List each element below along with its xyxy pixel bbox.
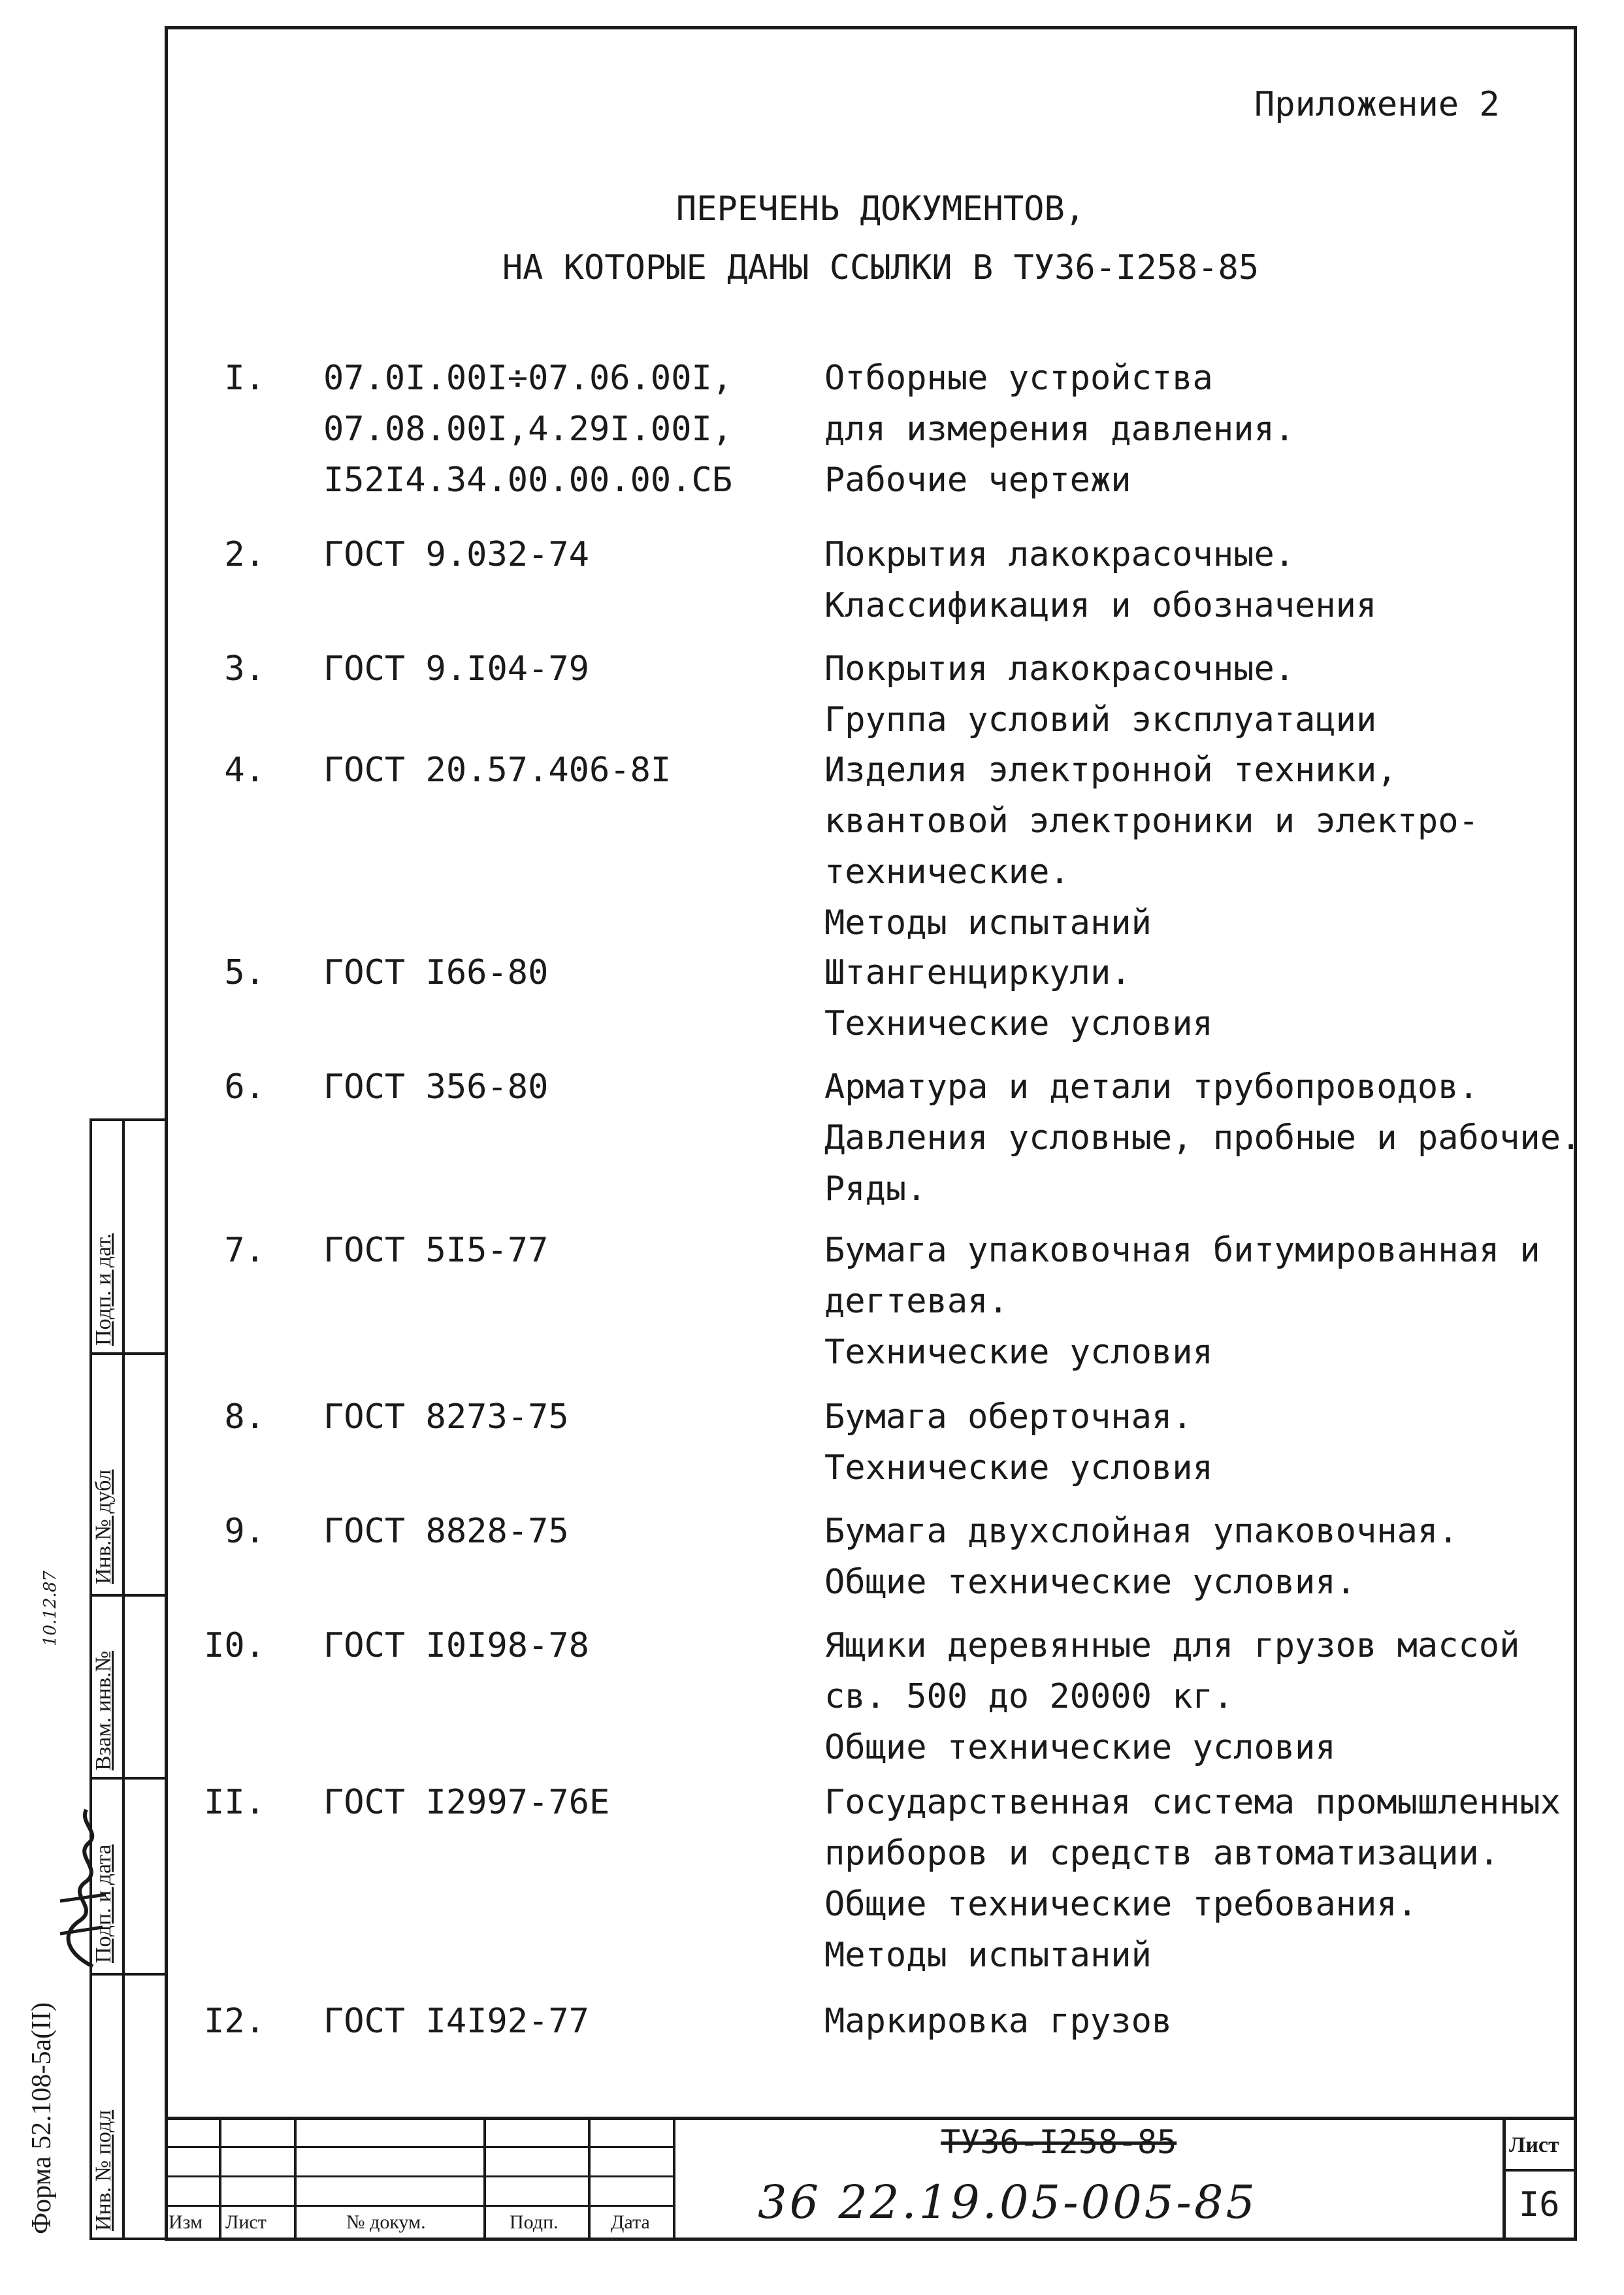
description-line: Группа условий эксплуатации: [824, 700, 1377, 740]
description-line: Технические условия: [824, 1333, 1213, 1372]
document-designation: ТУ36-I258-85: [941, 2123, 1177, 2161]
item-document: [323, 1392, 781, 1442]
sheet-number: I6: [1519, 2185, 1560, 2224]
title-block-line: [483, 2117, 486, 2241]
item-description: [824, 1620, 1576, 1773]
item-number: 5.: [224, 953, 265, 992]
title-block-row: [165, 2146, 674, 2148]
description-line: Бумага оберточная.: [824, 1397, 1193, 1437]
sheet-label: Лист: [1509, 2133, 1559, 2157]
tb-label-data: Дата: [611, 2211, 650, 2233]
description-line: Арматура и детали трубопроводов.: [824, 1067, 1479, 1107]
item-number: I.: [224, 359, 265, 398]
title-block-row: [165, 2205, 674, 2207]
form-number: Форма 52.108-5а(II): [27, 2002, 57, 2234]
item-description: [824, 1996, 1576, 2047]
document-code-line: ГОСТ 9.032-74: [323, 535, 589, 574]
document-code-line: ГОСТ I4I92-77: [323, 2002, 589, 2041]
description-line: Штангенциркули.: [824, 953, 1131, 992]
handwritten-signature: [41, 1803, 119, 1973]
document-code-line: ГОСТ I66-80: [323, 953, 549, 992]
description-line: Государственная система промышленных: [824, 1783, 1561, 1822]
item-description: [824, 643, 1576, 745]
item-document: [323, 1996, 781, 2047]
description-line: дегтевая.: [824, 1282, 1009, 1321]
description-line: Рабочие чертежи: [824, 461, 1131, 500]
description-line: св. 500 до 20000 кг.: [824, 1677, 1234, 1716]
side-label-podp-data-top: Подп. и дат.: [91, 1233, 116, 1346]
description-line: Общие технические условия: [824, 1728, 1336, 1767]
description-line: технические.: [824, 853, 1070, 892]
description-line: Давления условные, пробные и рабочие.: [824, 1118, 1582, 1158]
description-line: Методы испытаний: [824, 1936, 1152, 1975]
document-code-line: ГОСТ I2997-76Е: [323, 1783, 610, 1822]
handwritten-date: 10.12.87: [41, 1571, 60, 1646]
description-line: Общие технические условия.: [824, 1563, 1356, 1602]
document-code-line: ГОСТ 20.57.406-8I: [323, 751, 672, 790]
side-label-inv-dubl: Инв.№ дубл: [91, 1469, 116, 1584]
description-line: Бумага двухслойная упаковочная.: [824, 1512, 1459, 1551]
item-number: 8.: [224, 1397, 265, 1437]
description-line: для измерения давления.: [824, 410, 1295, 449]
side-stamp-divider: [89, 1352, 168, 1355]
title-block-line: [588, 2117, 591, 2241]
item-document: [323, 1620, 781, 1671]
description-line: Методы испытаний: [824, 903, 1152, 943]
item-description: [824, 1506, 1576, 1608]
item-description: [824, 1777, 1576, 1981]
handwritten-code: 36 22.19.05-005-85: [758, 2175, 1258, 2229]
description-line: Ящики деревянные для грузов массой: [824, 1626, 1520, 1665]
description-line: Классификация и обозначения: [824, 586, 1377, 625]
document-code-line: ГОСТ 8828-75: [323, 1512, 569, 1551]
appendix-label: Приложение 2: [1254, 85, 1500, 124]
item-description: [824, 529, 1576, 631]
item-number: I0.: [204, 1626, 265, 1665]
document-title-line1: ПЕРЕЧЕНЬ ДОКУМЕНТОВ,: [675, 189, 1086, 229]
description-line: Покрытия лакокрасочные.: [824, 649, 1295, 689]
title-block-row: [165, 2175, 674, 2177]
title-block-line: [219, 2117, 221, 2241]
document-code-line: 07.08.00I,4.29I.00I,: [323, 410, 733, 449]
document-code-line: I52I4.34.00.00.00.СБ: [323, 461, 733, 500]
document-code-line: ГОСТ 356-80: [323, 1067, 549, 1107]
item-document: [323, 745, 781, 796]
document-code-line: 07.0I.00I÷07.06.00I,: [323, 359, 733, 398]
title-block-line: [294, 2117, 297, 2241]
item-document: [323, 1777, 781, 1828]
description-line: Изделия электронной техники,: [824, 751, 1397, 790]
side-stamp-divider: [89, 1777, 168, 1780]
title-block-line: [673, 2117, 675, 2241]
item-number: 4.: [224, 751, 265, 790]
tb-label-podp: Подп.: [510, 2211, 559, 2233]
document-code-line: ГОСТ 5I5-77: [323, 1231, 549, 1270]
sheet-box-divider: [1502, 2169, 1577, 2172]
tb-label-izm: Изм: [169, 2211, 203, 2233]
item-number: 7.: [224, 1231, 265, 1270]
description-line: квантовой электроники и электро-: [824, 802, 1479, 841]
item-document: [323, 353, 781, 506]
item-description: [824, 1225, 1576, 1378]
item-document: [323, 529, 781, 580]
description-line: Технические условия: [824, 1448, 1213, 1488]
item-number: II.: [204, 1783, 265, 1822]
item-number: 2.: [224, 535, 265, 574]
description-line: Общие технические требования.: [824, 1885, 1418, 1924]
item-description: [824, 1062, 1582, 1214]
tb-label-doc: № докум.: [346, 2211, 426, 2233]
description-line: приборов и средств автоматизации.: [824, 1834, 1500, 1873]
side-stamp-inner-line: [122, 1118, 125, 2240]
document-code-line: ГОСТ 9.I04-79: [323, 649, 589, 689]
item-description: [824, 745, 1576, 949]
item-number: I2.: [204, 2002, 265, 2041]
document-title-line2: НА КОТОРЫЕ ДАНЫ ССЫЛКИ В ТУ36-I258-85: [502, 248, 1259, 287]
description-line: Покрытия лакокрасочные.: [824, 535, 1295, 574]
description-line: Маркировка грузов: [824, 2002, 1173, 2041]
description-line: Технические условия: [824, 1004, 1213, 1043]
description-line: Отборные устройства: [824, 359, 1213, 398]
item-number: 3.: [224, 649, 265, 689]
item-description: [824, 1392, 1576, 1493]
description-line: Бумага упаковочная битумированная и: [824, 1231, 1540, 1270]
item-document: [323, 643, 781, 694]
item-description: [824, 353, 1576, 506]
item-number: 9.: [224, 1512, 265, 1551]
item-description: [824, 947, 1576, 1049]
tb-label-list: Лист: [225, 2211, 267, 2233]
side-label-podp-data: Подп. и дата: [91, 1844, 116, 1963]
description-line: Ряды.: [824, 1169, 927, 1209]
side-stamp-divider: [89, 1594, 168, 1597]
item-document: [323, 1062, 781, 1113]
side-label-inv-podl: Инв. № подл: [91, 2109, 116, 2231]
item-number: 6.: [224, 1067, 265, 1107]
document-code-line: ГОСТ I0I98-78: [323, 1626, 589, 1665]
item-document: [323, 1506, 781, 1557]
item-document: [323, 947, 781, 998]
document-code-line: ГОСТ 8273-75: [323, 1397, 569, 1437]
side-label-vzam-inv: Взам. инв.№: [91, 1650, 116, 1770]
side-stamp-divider: [89, 1973, 168, 1976]
item-document: [323, 1225, 781, 1276]
